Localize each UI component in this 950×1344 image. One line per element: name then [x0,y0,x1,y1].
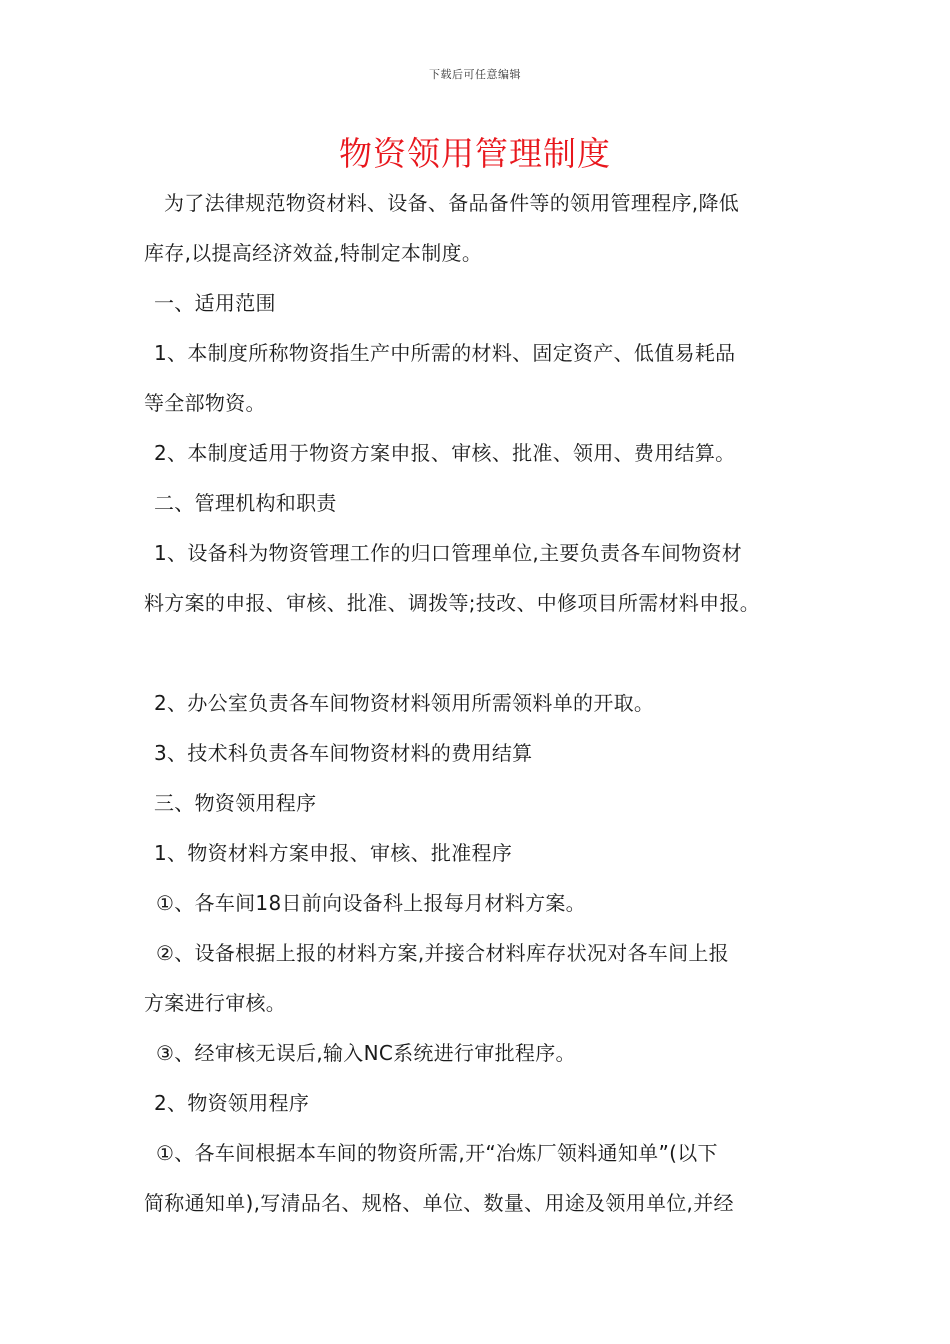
paragraph-line: 2、办公室负责各车间物资材料领用所需领料单的开取。 [154,691,655,715]
paragraph-line: 1、设备科为物资管理工作的归口管理单位,主要负责各车间物资材 [154,541,743,565]
paragraph-line: 2、本制度适用于物资方案申报、审核、批准、领用、费用结算。 [154,441,736,465]
page-header-note: 下载后可任意编辑 [429,68,521,81]
document-body [144,178,824,1228]
blank-line [144,628,824,678]
section-heading: 二、管理机构和职责 [154,491,337,515]
paragraph-line: 1、本制度所称物资指生产中所需的材料、固定资产、低值易耗品 [154,341,736,365]
paragraph-line: ①、各车间根据本车间的物资所需,开“冶炼厂领料通知单”(以下 [156,1141,718,1165]
paragraph-line: 2、物资领用程序 [154,1091,310,1115]
document-title: 物资领用管理制度 [339,134,611,173]
paragraph-line: 料方案的申报、审核、批准、调拨等;技改、中修项目所需材料申报。 [144,591,761,615]
paragraph-line: ②、设备根据上报的材料方案,并接合材料库存状况对各车间上报 [156,941,729,965]
section-heading: 一、适用范围 [154,291,276,315]
paragraph-line: 1、物资材料方案申报、审核、批准程序 [154,841,513,865]
section-heading: 三、物资领用程序 [154,791,317,815]
paragraph-line: 为了法律规范物资材料、设备、备品备件等的领用管理程序,降低 [164,191,740,215]
paragraph-line: 简称通知单),写清品名、规格、单位、数量、用途及领用单位,并经 [144,1191,734,1215]
paragraph-line: 方案进行审核。 [144,991,287,1015]
paragraph-line: 库存,以提高经济效益,特制定本制度。 [144,241,483,265]
paragraph-line: 3、技术科负责各车间物资材料的费用结算 [154,741,533,765]
paragraph-line: ③、经审核无误后,输入NC系统进行审批程序。 [156,1041,576,1065]
paragraph-line: ①、各车间18日前向设备科上报每月材料方案。 [156,891,586,915]
paragraph-line: 等全部物资。 [144,391,266,415]
